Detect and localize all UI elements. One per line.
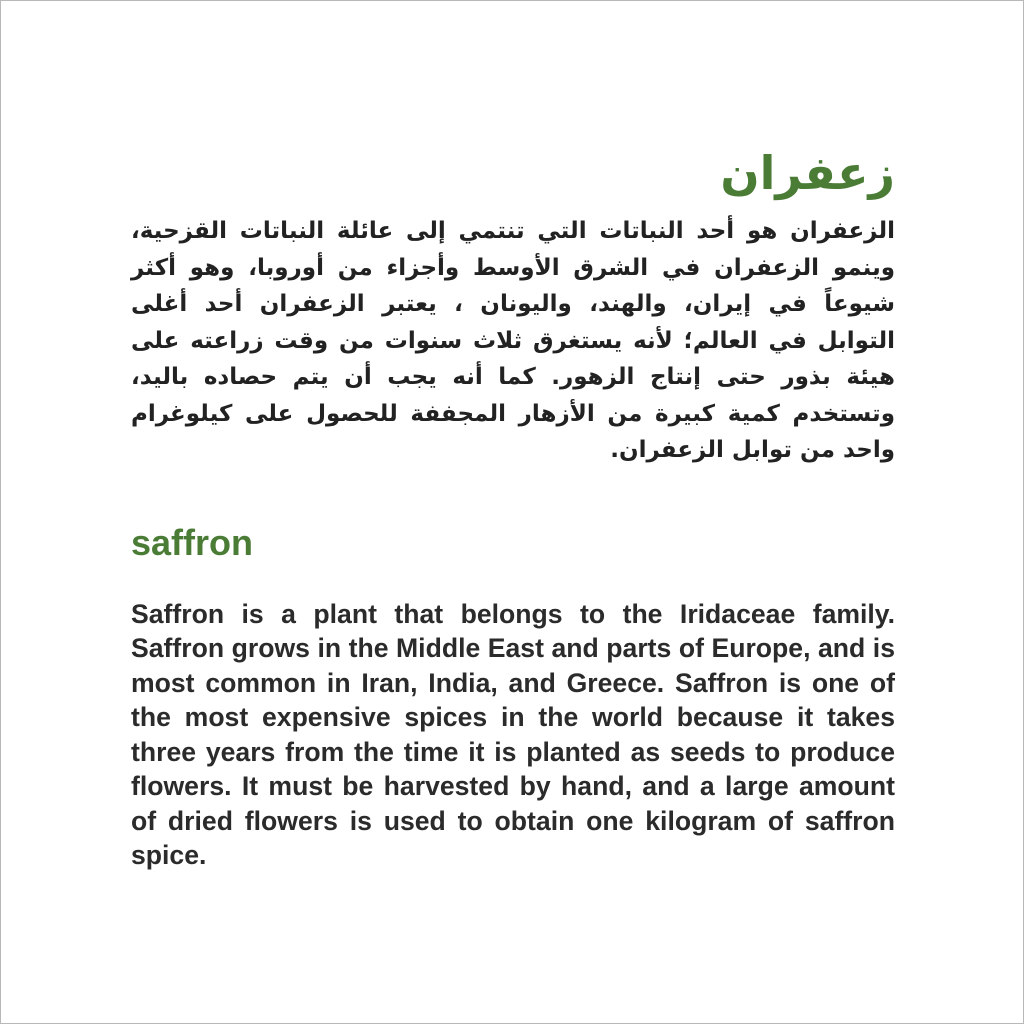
- arabic-title: زعفران: [720, 146, 895, 200]
- arabic-body: الزعفران هو أحد النباتات التي تنتمي إلى عائلة النباتات القزحية، وينمو الزعفران في الشرق الأوسط وأجزاء من أوروبا، وهو أكثر شيوعاً في إيران، والهند، واليونان ، يعتبر الزعفران أحد أغلى التوابل في العالم؛ لأنه يستغرق ثلاث سنوات من وقت زراعته على هيئة بذور حتى إنتاج الزهور. كما أنه يجب أن يتم حصاده باليد، وتستخدم كمية كبيرة من الأزهار المجففة للحصول على كيلوغرام واحد من توابل الزعفران.: [131, 218, 895, 463]
- english-body: Saffron is a plant that belongs to the Iridaceae family. Saffron grows in the Middle East and parts of Europe, and is most common in Iran, India, and Greece. Saffron is one of the most expensive spices in the world because it takes three years from the time it is planted as seeds to produce flowers. It must be harvested by hand, and a large amount of dried flowers is used to obtain one kilogram of saffron spice.: [131, 598, 895, 870]
- content-area: [131, 141, 895, 873]
- english-title: saffron: [131, 521, 254, 563]
